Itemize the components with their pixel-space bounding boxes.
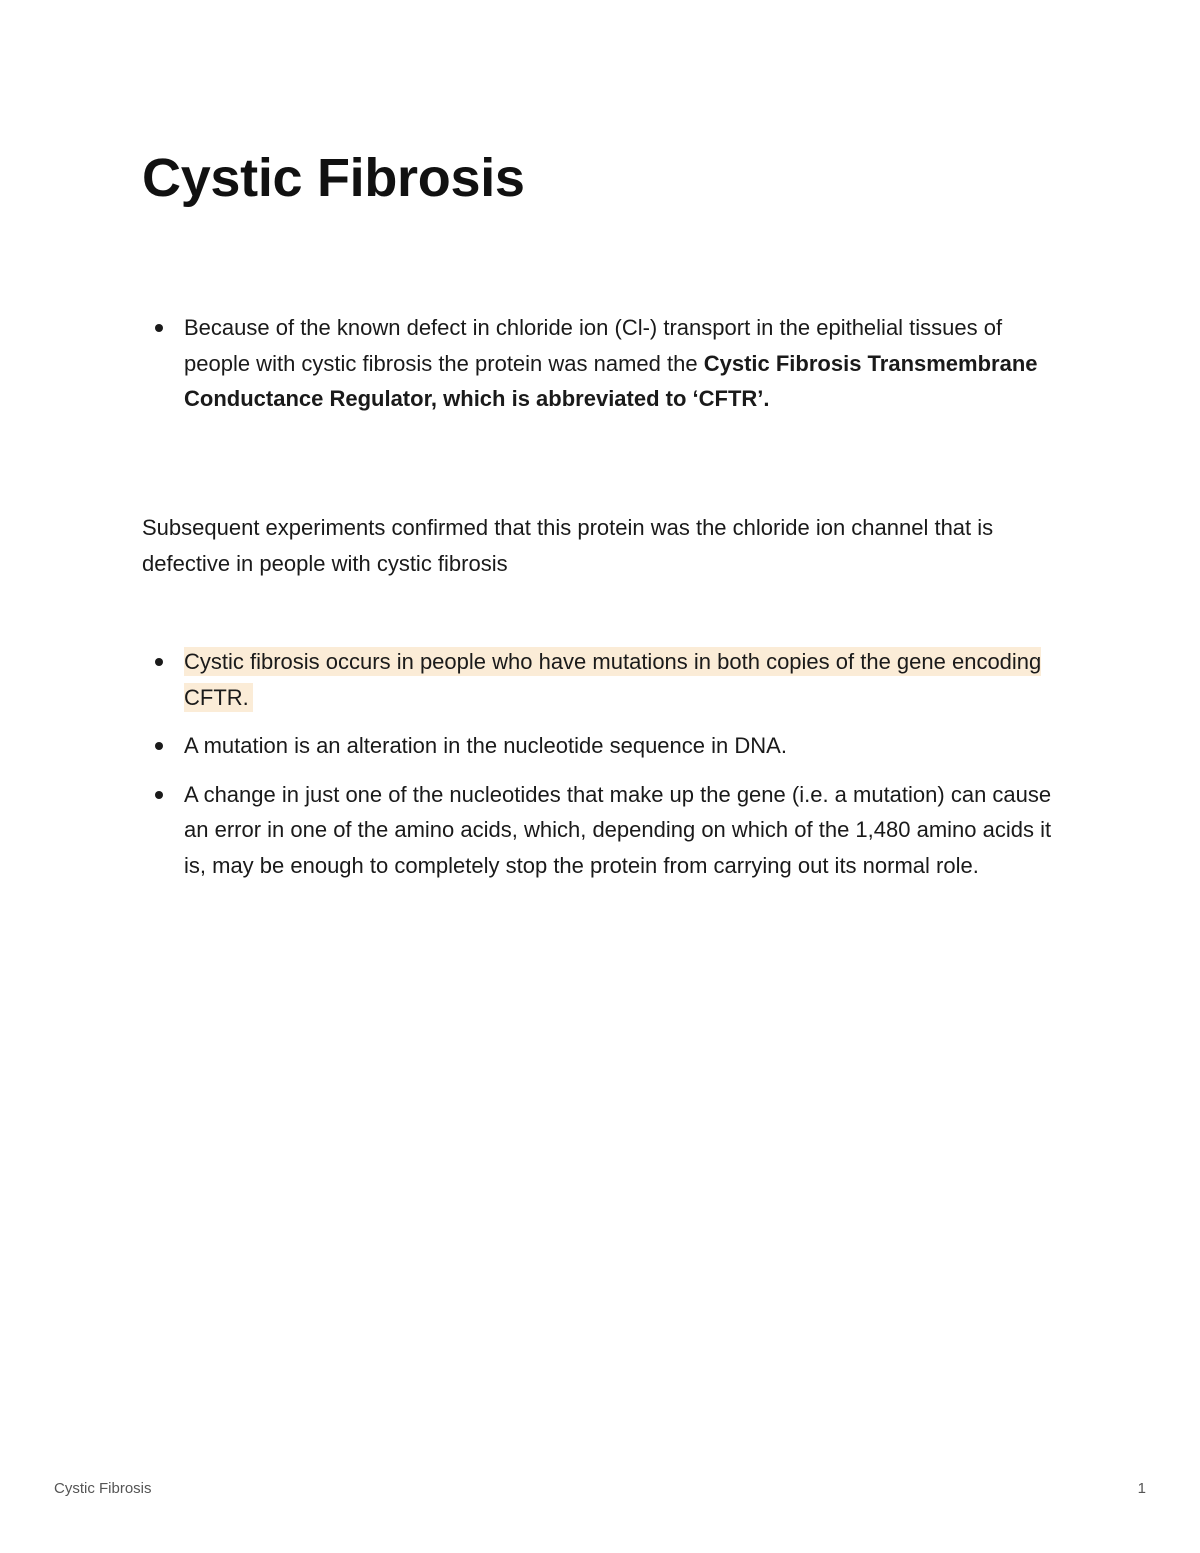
list-item [142,310,1062,417]
list-item-text: Because of the known defect in chloride ion (Cl-) transport in the epithelial tissues of people with cystic fibrosis the protein was named the [184,315,1003,376]
list-item [142,728,1062,764]
bullet-icon [155,791,163,799]
bullet-icon [155,324,163,332]
bullet-icon [155,742,163,750]
list-item-text: A change in just one of the nucleotides that make up the gene (i.e. a mutation) can cause an error in one of the amino acids, which, depending on which of the 1,480 amino acids it is, may be enough to completely stop the protein from carrying out its normal role. [184,781,1052,878]
highlighted-text: Cystic fibrosis occurs in people who have mutations in both copies of the gene encoding CFTR. [184,649,1042,710]
list-item-text: A mutation is an alteration in the nucleotide sequence in DNA. [184,733,787,758]
body-paragraph: Subsequent experiments confirmed that this protein was the chloride ion channel that is defective in people with cystic fibrosis [142,515,994,576]
page-number: 1 [1137,1480,1146,1497]
list-item [142,644,1062,715]
page-title: Cystic Fibrosis [142,148,525,208]
intro-list [142,310,1062,417]
mutation-list [142,644,1062,883]
bullet-icon [155,658,163,666]
list-item [142,777,1062,884]
footer-title: Cystic Fibrosis [54,1480,152,1497]
list-item-bold-text: Cystic Fibrosis Transmembrane Conductance Regulator, which is abbreviated to ‘CFTR’. [184,350,1038,411]
